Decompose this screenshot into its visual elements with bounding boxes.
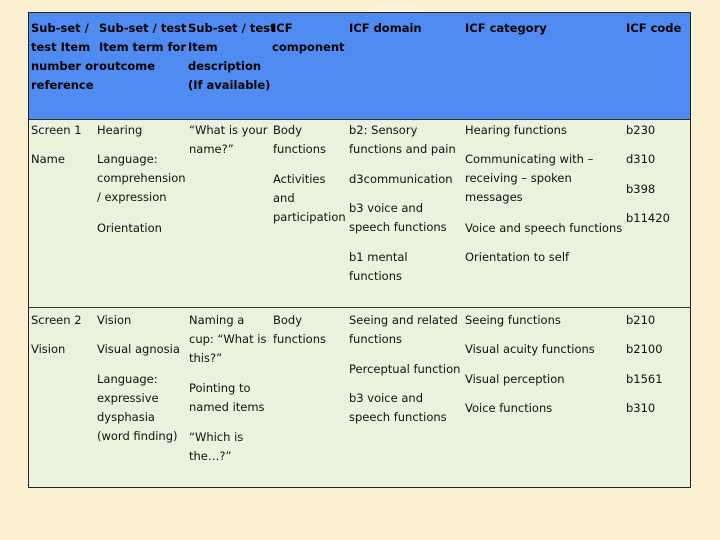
header-subset-reference: Sub-set / test Item number or reference: [31, 21, 99, 92]
row1-code-2: d310: [626, 152, 656, 166]
header-icf-category: ICF category: [465, 21, 547, 35]
row1-reference-name: Name: [31, 152, 65, 166]
row2-code-3: b1561: [626, 372, 663, 386]
row2-category-voice: Voice functions: [465, 401, 553, 415]
row1-reference: Screen 1: [31, 123, 82, 137]
icf-mapping-table: [28, 12, 691, 488]
row1-category-hearing: Hearing functions: [465, 123, 567, 137]
header-icf-component: ICF component: [272, 21, 345, 54]
row2-term-vision: Vision: [97, 313, 132, 327]
row2-category-seeing: Seeing functions: [465, 313, 561, 327]
row2-reference: Screen 2: [31, 313, 82, 327]
row1-description: “What is your name?”: [189, 123, 268, 156]
row2-term-agnosia: Visual agnosia: [97, 342, 180, 356]
row2-category-perception: Visual perception: [465, 372, 565, 386]
header-subset-term: Sub-set / test Item term for outcome: [99, 21, 187, 73]
row1-term-orientation: Orientation: [97, 221, 162, 235]
row2-description-naming: Naming a cup: “What is this?”: [189, 313, 267, 365]
row1-code-3: b398: [626, 182, 656, 196]
row2-domain-seeing: Seeing and related functions: [349, 313, 458, 346]
row1-term-language: Language: comprehension / expression: [97, 152, 186, 204]
row2-domain-perceptual: Perceptual function: [349, 362, 461, 376]
row2-term-language: Language: expressive dysphasia (word finding): [97, 372, 178, 443]
row2-description-pointing: Pointing to named items: [189, 381, 265, 414]
row1-category-voice-speech: Voice and speech functions: [465, 221, 623, 235]
row2-code-4: b310: [626, 401, 656, 415]
row2-code-2: b2100: [626, 342, 663, 356]
row1-domain-voice: b3 voice and speech functions: [349, 201, 447, 234]
row-divider: [29, 307, 690, 308]
table-header-row: [29, 13, 690, 120]
row1-domain-communication: d3communication: [349, 172, 453, 186]
row2-component-body: Body functions: [273, 313, 326, 346]
row1-domain-sensory: b2: Sensory functions and pain: [349, 123, 456, 156]
row1-term-hearing: Hearing: [97, 123, 143, 137]
header-icf-domain: ICF domain: [349, 21, 422, 35]
row1-category-orientation: Orientation to self: [465, 250, 570, 264]
row2-code-1: b210: [626, 313, 656, 327]
row2-reference-vision: Vision: [31, 342, 66, 356]
row1-component-body: Body functions: [273, 123, 326, 156]
row1-code-1: b230: [626, 123, 656, 137]
header-subset-description: Sub-set / test Item description (If available): [188, 21, 276, 92]
row2-category-acuity: Visual acuity functions: [465, 342, 595, 356]
header-icf-code: ICF code: [626, 21, 682, 35]
row2-domain-voice: b3 voice and speech functions: [349, 391, 447, 424]
row1-code-4: b11420: [626, 211, 670, 225]
row1-category-communicating: Communicating with – receiving – spoken messages: [465, 152, 594, 204]
row1-domain-mental: b1 mental functions: [349, 250, 408, 283]
row2-description-which: “Which is the…?”: [189, 430, 244, 463]
row1-component-activities: Activities and participation: [273, 172, 346, 224]
